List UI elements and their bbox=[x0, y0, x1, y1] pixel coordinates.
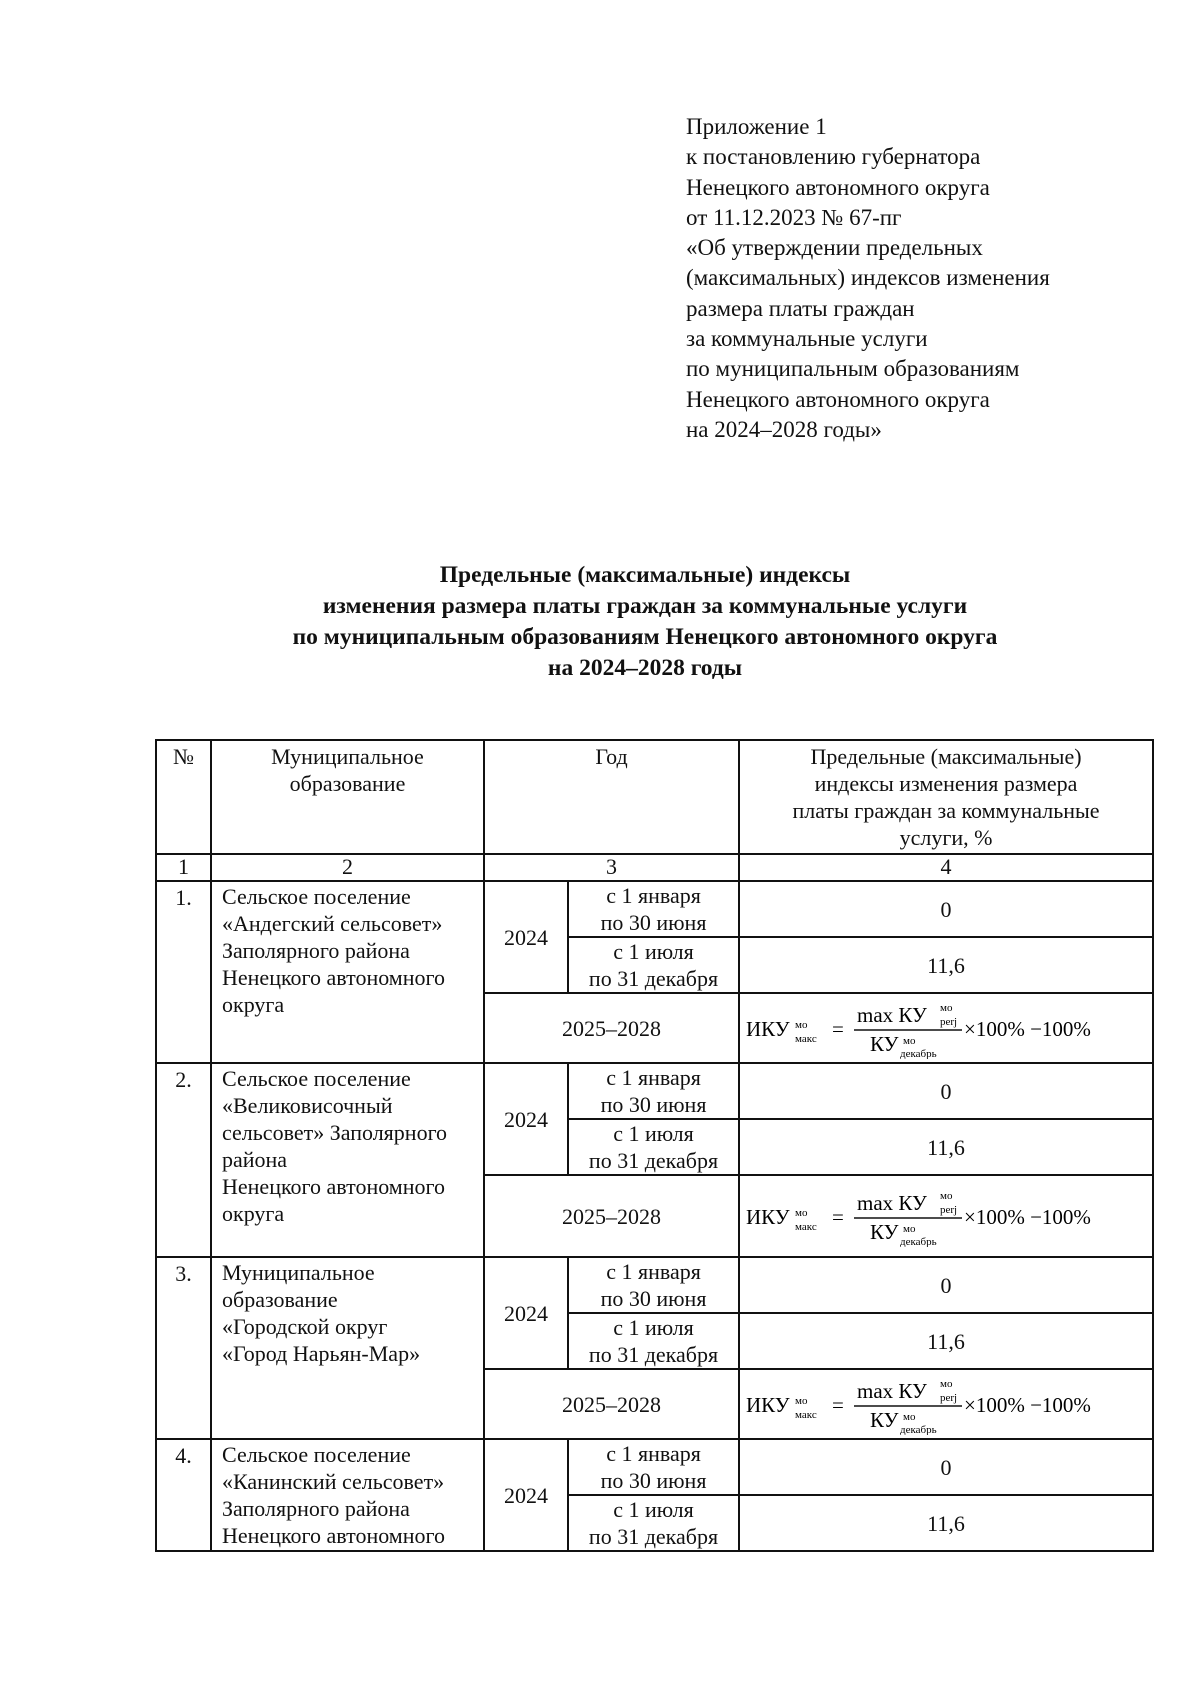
period-cell bbox=[568, 1257, 739, 1313]
period-cell bbox=[568, 881, 739, 937]
header-year: Год bbox=[484, 740, 739, 854]
index-value: 0 bbox=[739, 1257, 1153, 1313]
row-number: 4. bbox=[156, 1439, 211, 1551]
table-row bbox=[156, 1257, 1153, 1313]
header-mo bbox=[211, 740, 484, 854]
municipality-line: Сельское поселение bbox=[222, 884, 411, 909]
table-row bbox=[156, 881, 1153, 937]
formula-lhs: ИКУ bbox=[746, 1017, 790, 1041]
municipality-line: «Канинский сельсовет» bbox=[222, 1469, 445, 1494]
title-line: Предельные (максимальные) индексы bbox=[439, 562, 851, 588]
municipality-line: «Андегский сельсовет» bbox=[222, 911, 443, 936]
municipality-line: Ненецкого автономного bbox=[222, 1523, 445, 1548]
period-line: с 1 июля bbox=[613, 1121, 694, 1146]
formula-num-sub: perj bbox=[940, 1204, 958, 1216]
appendix-line: Ненецкого автономного округа bbox=[686, 386, 990, 412]
header-index-line: услуги, % bbox=[899, 825, 993, 850]
year-range-cell: 2025–2028 bbox=[484, 993, 739, 1063]
period-line: с 1 июля bbox=[613, 939, 694, 964]
formula-den-sub: декабрь bbox=[900, 1236, 937, 1247]
period-cell bbox=[568, 1313, 739, 1369]
municipality-line: «Великовисочный bbox=[222, 1093, 393, 1118]
index-value: 0 bbox=[739, 1439, 1153, 1495]
formula-tail: ×100% −100% bbox=[964, 1393, 1091, 1417]
formula-num-sup: мо bbox=[940, 1002, 953, 1014]
period-line: по 30 июня bbox=[600, 1468, 707, 1493]
period-line: с 1 января bbox=[606, 883, 701, 908]
formula-den: КУ bbox=[870, 1408, 899, 1432]
formula-tail: ×100% −100% bbox=[964, 1017, 1091, 1041]
title-line: по муниципальным образованиям Ненецкого автономного округа bbox=[292, 624, 998, 650]
formula-cell bbox=[739, 993, 1153, 1063]
appendix-line: от 11.12.2023 № 67-пг bbox=[686, 204, 902, 230]
municipality-name bbox=[211, 1439, 484, 1551]
header-mo-line: образование bbox=[289, 771, 406, 796]
appendix-line: «Об утверждении предельных bbox=[686, 235, 983, 261]
municipality-line: округа bbox=[222, 992, 285, 1017]
year-cell: 2024 bbox=[484, 1439, 568, 1551]
formula-num: max КУ bbox=[857, 1191, 927, 1215]
column-number-row bbox=[156, 854, 1153, 881]
formula-lhs-sup: мо bbox=[795, 1019, 808, 1031]
formula-eq: = bbox=[832, 1393, 844, 1417]
period-line: по 31 декабря bbox=[588, 1148, 719, 1173]
formula-lhs-sup: мо bbox=[795, 1207, 808, 1219]
header-index-line: платы граждан за коммунальные bbox=[792, 798, 1100, 823]
formula-lhs-sub: макс bbox=[795, 1221, 817, 1233]
index-value: 0 bbox=[739, 1063, 1153, 1119]
document-title bbox=[0, 560, 1200, 684]
header-num: № bbox=[156, 740, 211, 854]
index-value: 11,6 bbox=[739, 1119, 1153, 1175]
period-cell bbox=[568, 1495, 739, 1551]
period-cell bbox=[568, 1063, 739, 1119]
municipality-line: сельсовет» Заполярного bbox=[222, 1120, 448, 1145]
period-cell bbox=[568, 937, 739, 993]
row-number: 1. bbox=[156, 881, 211, 1063]
column-number: 1 bbox=[156, 854, 211, 881]
appendix-line: Ненецкого автономного округа bbox=[686, 174, 990, 200]
appendix-block bbox=[686, 112, 1050, 445]
index-value: 11,6 bbox=[739, 937, 1153, 993]
formula-cell bbox=[739, 1369, 1153, 1439]
appendix-line: (максимальных) индексов изменения bbox=[686, 265, 1050, 291]
formula-den-sup: мо bbox=[903, 1223, 916, 1235]
indices-table bbox=[155, 739, 1154, 1552]
formula-num-sup: мо bbox=[940, 1378, 953, 1390]
appendix-line: за коммунальные услуги bbox=[686, 326, 928, 352]
period-line: с 1 июля bbox=[613, 1497, 694, 1522]
index-value: 11,6 bbox=[739, 1313, 1153, 1369]
formula-num: max КУ bbox=[857, 1003, 927, 1027]
period-cell bbox=[568, 1439, 739, 1495]
municipality-name bbox=[211, 881, 484, 1063]
formula-den-sub: декабрь bbox=[900, 1048, 937, 1059]
formula bbox=[740, 997, 1150, 1059]
appendix-line: к постановлению губернатора bbox=[686, 144, 981, 170]
year-cell: 2024 bbox=[484, 1257, 568, 1369]
year-cell: 2024 bbox=[484, 1063, 568, 1175]
formula-lhs-sup: мо bbox=[795, 1395, 808, 1407]
period-line: с 1 января bbox=[606, 1259, 701, 1284]
period-line: по 30 июня bbox=[600, 1286, 707, 1311]
column-number: 3 bbox=[484, 854, 739, 881]
header-index-line: Предельные (максимальные) bbox=[810, 744, 1082, 769]
formula-num-sup: мо bbox=[940, 1190, 953, 1202]
formula-lhs-sub: макс bbox=[795, 1033, 817, 1045]
formula-den-sup: мо bbox=[903, 1035, 916, 1047]
title-line: изменения размера платы граждан за коммунальные услуги bbox=[322, 593, 968, 619]
period-line: по 31 декабря bbox=[588, 1524, 719, 1549]
formula-cell bbox=[739, 1175, 1153, 1257]
header-index-line: индексы изменения размера bbox=[814, 771, 1078, 796]
municipality-line: Ненецкого автономного bbox=[222, 1174, 445, 1199]
index-value: 11,6 bbox=[739, 1495, 1153, 1551]
period-line: по 30 июня bbox=[600, 910, 707, 935]
formula bbox=[740, 1185, 1150, 1247]
header-mo-line: Муниципальное bbox=[271, 744, 424, 769]
municipality-line: Сельское поселение bbox=[222, 1442, 411, 1467]
municipality-line: «Городской округ bbox=[222, 1314, 388, 1339]
appendix-line: по муниципальным образованиям bbox=[686, 356, 1020, 382]
formula-tail: ×100% −100% bbox=[964, 1205, 1091, 1229]
formula-lhs-sub: макс bbox=[795, 1409, 817, 1421]
year-cell: 2024 bbox=[484, 881, 568, 993]
period-line: по 30 июня bbox=[600, 1092, 707, 1117]
municipality-line: Заполярного района bbox=[222, 938, 410, 963]
row-number: 2. bbox=[156, 1063, 211, 1257]
year-range-cell: 2025–2028 bbox=[484, 1369, 739, 1439]
municipality-name bbox=[211, 1257, 484, 1439]
index-value: 0 bbox=[739, 881, 1153, 937]
municipality-line: округа bbox=[222, 1201, 285, 1226]
appendix-line: Приложение 1 bbox=[686, 114, 827, 139]
formula bbox=[740, 1373, 1150, 1435]
municipality-line: района bbox=[222, 1147, 288, 1172]
period-line: по 31 декабря bbox=[588, 1342, 719, 1367]
municipality-line: «Город Нарьян-Мар» bbox=[222, 1341, 421, 1366]
formula-num: max КУ bbox=[857, 1379, 927, 1403]
municipality-line: образование bbox=[222, 1287, 338, 1312]
appendix-line: на 2024–2028 годы» bbox=[686, 416, 882, 442]
formula-num-sub: perj bbox=[940, 1392, 958, 1404]
municipality-line: Муниципальное bbox=[222, 1260, 375, 1285]
formula-eq: = bbox=[832, 1017, 844, 1041]
table-row bbox=[156, 1439, 1153, 1495]
year-range-cell: 2025–2028 bbox=[484, 1175, 739, 1257]
title-line: на 2024–2028 годы bbox=[547, 655, 743, 681]
municipality-line: Заполярного района bbox=[222, 1496, 410, 1521]
column-number: 2 bbox=[211, 854, 484, 881]
table-row bbox=[156, 1063, 1153, 1119]
header-row bbox=[156, 740, 1153, 854]
formula-eq: = bbox=[832, 1205, 844, 1229]
municipality-line: Ненецкого автономного bbox=[222, 965, 445, 990]
period-line: по 31 декабря bbox=[588, 966, 719, 991]
period-cell bbox=[568, 1119, 739, 1175]
municipality-line: Сельское поселение bbox=[222, 1066, 411, 1091]
period-line: с 1 января bbox=[606, 1065, 701, 1090]
row-number: 3. bbox=[156, 1257, 211, 1439]
period-line: с 1 июля bbox=[613, 1315, 694, 1340]
formula-den: КУ bbox=[870, 1220, 899, 1244]
municipality-name bbox=[211, 1063, 484, 1257]
formula-num-sub: perj bbox=[940, 1016, 958, 1028]
period-line: с 1 января bbox=[606, 1441, 701, 1466]
formula-lhs: ИКУ bbox=[746, 1393, 790, 1417]
formula-den: КУ bbox=[870, 1032, 899, 1056]
header-index bbox=[739, 740, 1153, 854]
formula-lhs: ИКУ bbox=[746, 1205, 790, 1229]
appendix-line: размера платы граждан bbox=[686, 295, 915, 321]
formula-den-sub: декабрь bbox=[900, 1424, 937, 1435]
column-number: 4 bbox=[739, 854, 1153, 881]
formula-den-sup: мо bbox=[903, 1411, 916, 1423]
